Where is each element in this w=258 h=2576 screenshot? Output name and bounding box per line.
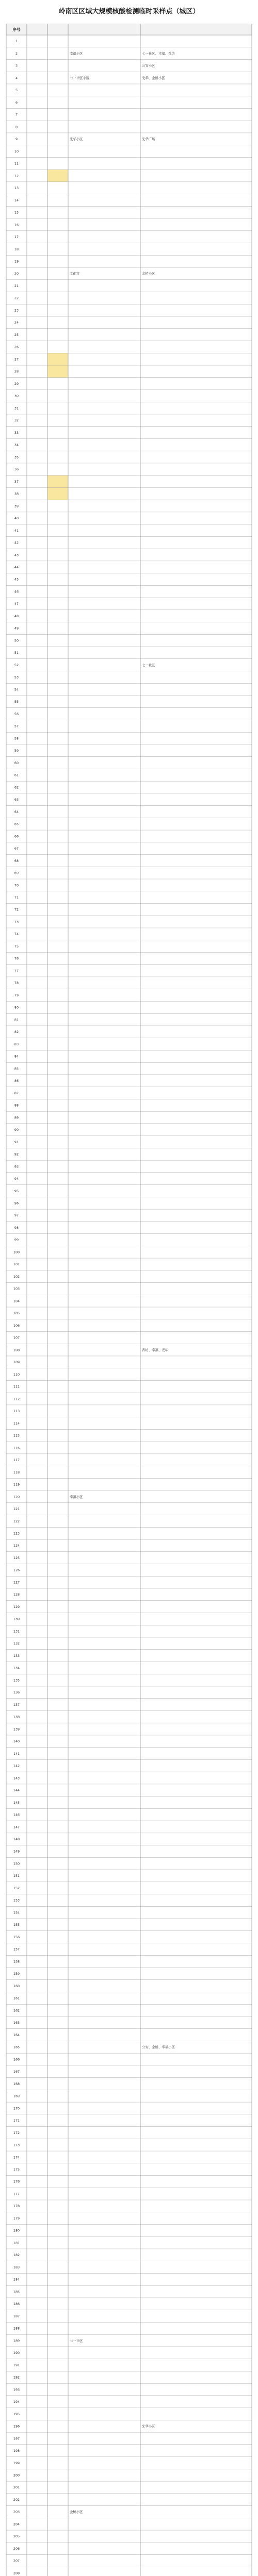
row-number: 164 [13, 2032, 20, 2037]
row-number: 140 [13, 1739, 20, 1744]
row-number: 73 [14, 920, 19, 924]
row-number: 117 [13, 1458, 20, 1463]
row-number: 148 [13, 1837, 20, 1842]
row-number: 32 [14, 418, 19, 423]
row-number: 135 [13, 1678, 20, 1683]
row-number: 127 [13, 1580, 20, 1585]
row-number: 93 [14, 1164, 19, 1169]
row-number: 62 [14, 785, 19, 790]
row-number: 111 [13, 1384, 20, 1389]
row-number: 82 [14, 1030, 19, 1035]
row-number: 192 [13, 2375, 20, 2380]
row-number: 3 [15, 63, 18, 68]
row-number: 80 [14, 1005, 19, 1010]
row-number: 153 [13, 1898, 20, 1903]
table-cell: 七一社区、幸福、香坊 [142, 51, 175, 56]
row-number: 48 [14, 614, 19, 618]
row-number: 198 [13, 2449, 20, 2453]
row-number: 144 [13, 1788, 20, 1793]
row-number: 24 [14, 320, 19, 325]
row-number: 87 [14, 1091, 19, 1095]
row-number: 53 [14, 675, 19, 680]
row-number: 42 [14, 540, 19, 545]
row-number: 114 [13, 1421, 20, 1426]
row-number: 36 [14, 467, 19, 472]
row-number: 55 [14, 700, 19, 704]
row-number: 202 [13, 2497, 20, 2502]
row-number: 63 [14, 798, 19, 802]
row-number: 86 [14, 1079, 19, 1083]
table-header [6, 24, 252, 35]
row-number: 2 [15, 51, 18, 56]
row-number: 8 [15, 125, 18, 129]
row-number: 47 [14, 602, 19, 606]
row-number: 52 [14, 663, 19, 667]
row-number: 70 [14, 883, 19, 888]
row-number: 119 [13, 1482, 20, 1487]
row-number: 178 [13, 2204, 20, 2209]
row-number: 124 [13, 1544, 20, 1548]
row-number: 207 [13, 2558, 20, 2563]
row-number: 201 [13, 2485, 20, 2490]
row-number: 81 [14, 1018, 19, 1022]
row-number: 194 [13, 2400, 20, 2404]
row-number: 60 [14, 760, 19, 765]
row-number: 91 [14, 1140, 19, 1144]
row-number: 139 [13, 1727, 20, 1732]
row-number: 31 [14, 406, 19, 411]
row-number: 64 [14, 809, 19, 814]
row-number: 97 [14, 1213, 19, 1218]
row-number: 105 [13, 1311, 20, 1316]
row-number: 172 [13, 2130, 20, 2135]
row-number: 149 [13, 1849, 20, 1854]
row-number: 39 [14, 504, 19, 509]
row-number: 44 [14, 565, 19, 570]
row-number: 34 [14, 443, 19, 447]
row-number: 179 [13, 2216, 20, 2221]
row-number: 203 [13, 2510, 20, 2514]
row-number: 66 [14, 834, 19, 839]
row-number: 120 [13, 1495, 20, 1499]
row-number: 197 [13, 2436, 20, 2441]
row-number: 185 [13, 2290, 20, 2294]
row-number: 46 [14, 589, 19, 594]
row-number: 205 [13, 2534, 20, 2539]
table-cell: 光华、金桥小区 [142, 76, 165, 80]
row-number: 19 [14, 259, 19, 264]
row-number: 16 [14, 223, 19, 227]
row-number: 35 [14, 455, 19, 460]
row-number: 158 [13, 1959, 20, 1964]
row-number: 186 [13, 2302, 20, 2307]
row-number: 150 [13, 1861, 20, 1866]
row-number: 77 [14, 969, 19, 973]
row-number: 162 [13, 2008, 20, 2013]
row-number: 174 [13, 2155, 20, 2160]
row-number: 159 [13, 1972, 20, 1976]
row-number: 134 [13, 1666, 20, 1670]
row-number: 21 [14, 283, 19, 288]
row-highlight [47, 365, 68, 378]
table-grid [0, 24, 258, 2576]
table-cell: 金桥小区 [70, 2510, 83, 2514]
table-cell: 香坊、幸福、光华 [142, 1348, 169, 1352]
row-number: 95 [14, 1189, 19, 1193]
row-number: 84 [14, 1054, 19, 1059]
row-number: 133 [13, 1653, 20, 1658]
row-number: 200 [13, 2473, 20, 2478]
row-number: 29 [14, 381, 19, 386]
row-number: 188 [13, 2326, 20, 2331]
row-number: 83 [14, 1042, 19, 1046]
row-number: 147 [13, 1825, 20, 1829]
table-cell: 七一社区 [142, 663, 155, 667]
row-number: 50 [14, 638, 19, 643]
row-number: 108 [13, 1348, 20, 1352]
row-number: 190 [13, 2351, 20, 2355]
table-cell: 七一社区小区 [70, 76, 90, 80]
table-cell: 光华小区 [70, 137, 83, 142]
row-number: 166 [13, 2057, 20, 2062]
row-number: 121 [13, 1507, 20, 1512]
table-cell: 光华广场 [142, 137, 155, 142]
row-number: 176 [13, 2179, 20, 2184]
row-number: 76 [14, 956, 19, 961]
row-number: 18 [14, 247, 19, 251]
row-number: 88 [14, 1103, 19, 1108]
row-number: 183 [13, 2265, 20, 2269]
row-number: 99 [14, 1238, 19, 1242]
row-number: 23 [14, 308, 19, 313]
row-number: 43 [14, 553, 19, 557]
row-number: 74 [14, 932, 19, 937]
row-number: 181 [13, 2241, 20, 2245]
row-number: 160 [13, 1984, 20, 1988]
row-number: 152 [13, 1886, 20, 1890]
row-number: 14 [14, 198, 19, 202]
row-number: 56 [14, 711, 19, 716]
row-number: 151 [13, 1874, 20, 1878]
row-number: 69 [14, 871, 19, 875]
column-header: 序号 [12, 27, 21, 32]
row-number: 38 [14, 492, 19, 496]
row-number: 177 [13, 2192, 20, 2196]
row-number: 37 [14, 479, 19, 484]
row-number: 41 [14, 528, 19, 533]
table-cell: 公安小区 [142, 63, 155, 68]
row-number: 107 [13, 1335, 20, 1340]
row-number: 45 [14, 577, 19, 582]
row-number: 173 [13, 2143, 20, 2147]
row-number: 189 [13, 2338, 20, 2343]
row-number: 154 [13, 1910, 20, 1915]
row-number: 51 [14, 651, 19, 655]
row-number: 145 [13, 1800, 20, 1805]
row-number: 58 [14, 736, 19, 741]
row-number: 155 [13, 1923, 20, 1927]
row-number: 115 [13, 1433, 20, 1438]
row-number: 180 [13, 2228, 20, 2233]
row-number: 142 [13, 1764, 20, 1768]
row-number: 12 [14, 174, 19, 178]
table-cell: 文化宫 [70, 272, 80, 276]
row-number: 126 [13, 1568, 20, 1572]
row-number: 118 [13, 1470, 20, 1475]
row-number: 7 [15, 112, 18, 117]
row-number: 131 [13, 1629, 20, 1634]
row-number: 116 [13, 1446, 20, 1450]
row-number: 204 [13, 2522, 20, 2527]
row-number: 163 [13, 2021, 20, 2025]
row-number: 100 [13, 1250, 20, 1255]
row-number: 79 [14, 993, 19, 997]
row-number: 137 [13, 1702, 20, 1707]
row-number: 67 [14, 846, 19, 851]
row-number: 49 [14, 626, 19, 631]
row-number: 161 [13, 1996, 20, 2001]
row-number: 96 [14, 1201, 19, 1206]
row-number: 136 [13, 1690, 20, 1695]
row-number: 128 [13, 1592, 20, 1597]
row-number: 59 [14, 749, 19, 753]
row-number: 25 [14, 332, 19, 337]
row-number: 72 [14, 907, 19, 912]
row-number: 75 [14, 944, 19, 948]
row-number: 103 [13, 1286, 20, 1291]
row-number: 125 [13, 1555, 20, 1560]
row-number: 143 [13, 1776, 20, 1781]
row-number: 13 [14, 186, 19, 191]
row-number: 104 [13, 1299, 20, 1303]
row-number: 30 [14, 394, 19, 398]
row-number: 11 [14, 161, 19, 166]
row-number: 26 [14, 345, 19, 349]
row-number: 98 [14, 1225, 19, 1230]
row-number: 171 [13, 2119, 20, 2123]
row-number: 22 [14, 296, 19, 300]
row-number: 156 [13, 1935, 20, 1939]
table-cell: 金桥小区 [142, 272, 155, 276]
row-highlight [47, 487, 68, 500]
row-number: 106 [13, 1323, 20, 1328]
row-number: 27 [14, 357, 19, 362]
row-number: 15 [14, 210, 19, 215]
row-number: 94 [14, 1177, 19, 1181]
row-number: 71 [14, 895, 19, 900]
table-cell: 幸福小区 [70, 1495, 83, 1499]
row-number: 92 [14, 1152, 19, 1157]
row-number: 187 [13, 2314, 20, 2318]
row-number: 33 [14, 430, 19, 435]
row-number: 123 [13, 1531, 20, 1536]
table-cell: 七一社区 [70, 2338, 83, 2343]
row-number: 206 [13, 2546, 20, 2551]
row-number: 170 [13, 2106, 20, 2111]
row-number: 196 [13, 2424, 20, 2429]
row-number: 10 [14, 149, 19, 154]
row-number: 175 [13, 2167, 20, 2172]
table-cell: 光华小区 [142, 2424, 155, 2429]
row-number: 157 [13, 1947, 20, 1952]
row-number: 1 [15, 39, 18, 44]
row-number: 90 [14, 1128, 19, 1132]
row-number: 101 [13, 1262, 20, 1267]
row-number: 199 [13, 2461, 20, 2465]
row-number: 138 [13, 1715, 20, 1719]
row-number: 113 [13, 1409, 20, 1414]
row-number: 5 [15, 88, 18, 93]
row-number: 4 [15, 76, 18, 80]
row-number: 61 [14, 773, 19, 777]
row-number: 110 [13, 1372, 20, 1377]
row-number: 146 [13, 1812, 20, 1817]
page-title: 岭南区区域大规模核酸检测临时采样点（城区） [58, 8, 200, 15]
row-number: 169 [13, 2094, 20, 2098]
row-highlight [47, 170, 68, 182]
row-number: 9 [15, 137, 18, 142]
row-number: 208 [13, 2571, 20, 2575]
row-number: 20 [14, 272, 19, 276]
row-number: 112 [13, 1397, 20, 1401]
row-number: 184 [13, 2277, 20, 2282]
row-number: 132 [13, 1641, 20, 1646]
row-number: 129 [13, 1604, 20, 1609]
row-number: 130 [13, 1617, 20, 1621]
row-number: 54 [14, 687, 19, 692]
table-cell: 公安、金桥、幸福小区 [142, 2045, 175, 2049]
row-number: 109 [13, 1360, 20, 1365]
row-number: 193 [13, 2387, 20, 2392]
row-number: 122 [13, 1519, 20, 1523]
row-number: 168 [13, 2081, 20, 2086]
row-number: 28 [14, 369, 19, 374]
row-number: 85 [14, 1066, 19, 1071]
row-number: 68 [14, 858, 19, 863]
sampling-site-table [0, 24, 258, 2576]
row-number: 40 [14, 516, 19, 521]
row-number: 6 [15, 100, 18, 105]
row-number: 195 [13, 2412, 20, 2416]
row-number: 141 [13, 1751, 20, 1756]
row-number: 65 [14, 822, 19, 826]
table-cell: 幸福小区 [70, 51, 83, 56]
row-number: 182 [13, 2253, 20, 2258]
row-number: 191 [13, 2363, 20, 2367]
row-number: 17 [14, 235, 19, 240]
row-number: 89 [14, 1115, 19, 1120]
row-number: 78 [14, 981, 19, 986]
row-number: 165 [13, 2045, 20, 2049]
row-number: 57 [14, 724, 19, 728]
row-highlight [47, 476, 68, 488]
row-highlight [47, 353, 68, 365]
row-number: 167 [13, 2070, 20, 2074]
row-number: 102 [13, 1274, 20, 1279]
